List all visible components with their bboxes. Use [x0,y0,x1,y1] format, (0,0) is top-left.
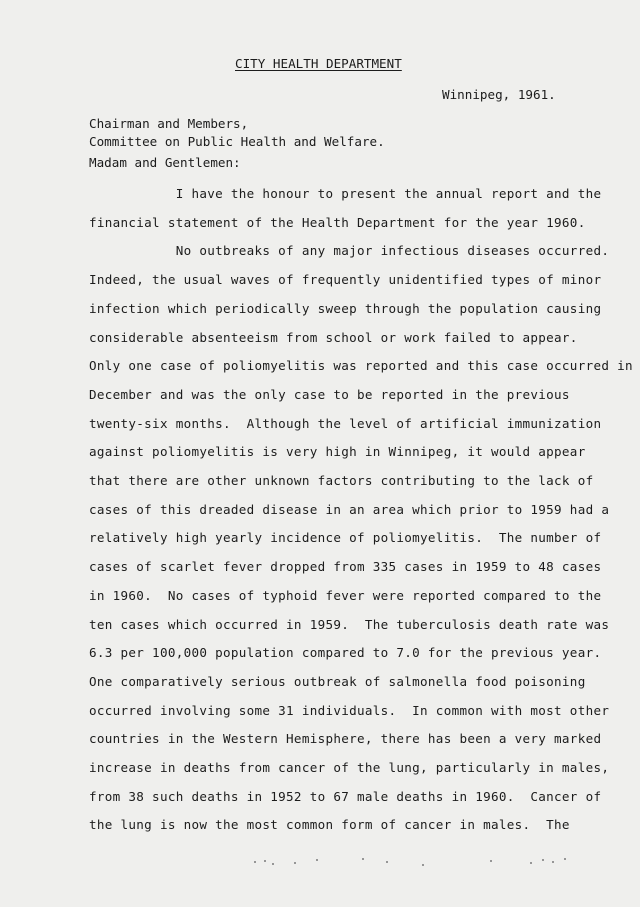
body-line: infection which periodically sweep through the population causing [89,300,602,316]
speck [316,859,318,861]
body-line: from 38 such deaths in 1952 to 67 male deaths in 1960. Cancer of [89,788,602,804]
speck [422,864,424,866]
speck [386,861,388,863]
body-line: No outbreaks of any major infectious diseases occurred. [89,243,610,259]
speck [294,862,296,864]
speck [362,858,364,860]
speck [490,860,492,862]
body-line: occurred involving some 31 individuals. In common with most other [89,702,610,718]
body-line: December and was the only case to be reported in the previous [89,386,570,402]
speck [272,863,274,865]
salutation: Madam and Gentlemen: [89,155,241,170]
speck [254,861,256,863]
body-line: Only one case of poliomyelitis was reported and this case occurred in [89,358,633,374]
body-line: against poliomyelitis is very high in Winnipeg, it would appear [89,444,586,460]
body-line: considerable absenteeism from school or work failed to appear. [89,329,578,345]
body-line: I have the honour to present the annual report and the [89,186,602,201]
body-line: cases of this dreaded disease in an area which prior to 1959 had a [89,501,610,517]
document-heading: CITY HEALTH DEPARTMENT [235,56,402,71]
body-line: countries in the Western Hemisphere, there has been a very marked [89,731,602,747]
body-line: the lung is now the most common form of cancer in males. The [89,817,570,833]
speck [552,861,554,863]
body-line: twenty-six months. Although the level of artificial immunization [89,415,602,431]
place-and-date: Winnipeg, 1961. [442,87,556,102]
body-line: financial statement of the Health Department for the year 1960. [89,214,586,230]
body-line: Indeed, the usual waves of frequently unidentified types of minor [89,272,602,288]
addressee-line: Committee on Public Health and Welfare. [89,134,385,149]
speck [542,859,544,861]
bleed-through-specks [250,855,580,867]
body-line: in 1960. No cases of typhoid fever were reported compared to the [89,587,602,603]
body-line: increase in deaths from cancer of the lung, particularly in males, [89,760,610,775]
body-line: that there are other unknown factors contributing to the lack of [89,473,594,488]
body-line: ten cases which occurred in 1959. The tuberculosis death rate was [89,616,610,632]
speck [530,862,532,864]
addressee-line: Chairman and Members, [89,116,249,131]
addressee-block [89,115,385,151]
body-line: 6.3 per 100,000 population compared to 7.0 for the previous year. [89,645,602,661]
body-line: relatively high yearly incidence of poliomyelitis. The number of [89,530,602,546]
body-line: cases of scarlet fever dropped from 335 cases in 1959 to 48 cases [89,559,602,575]
body-line: One comparatively serious outbreak of salmonella food poisoning [89,673,586,689]
speck [264,860,266,862]
speck [564,858,566,860]
